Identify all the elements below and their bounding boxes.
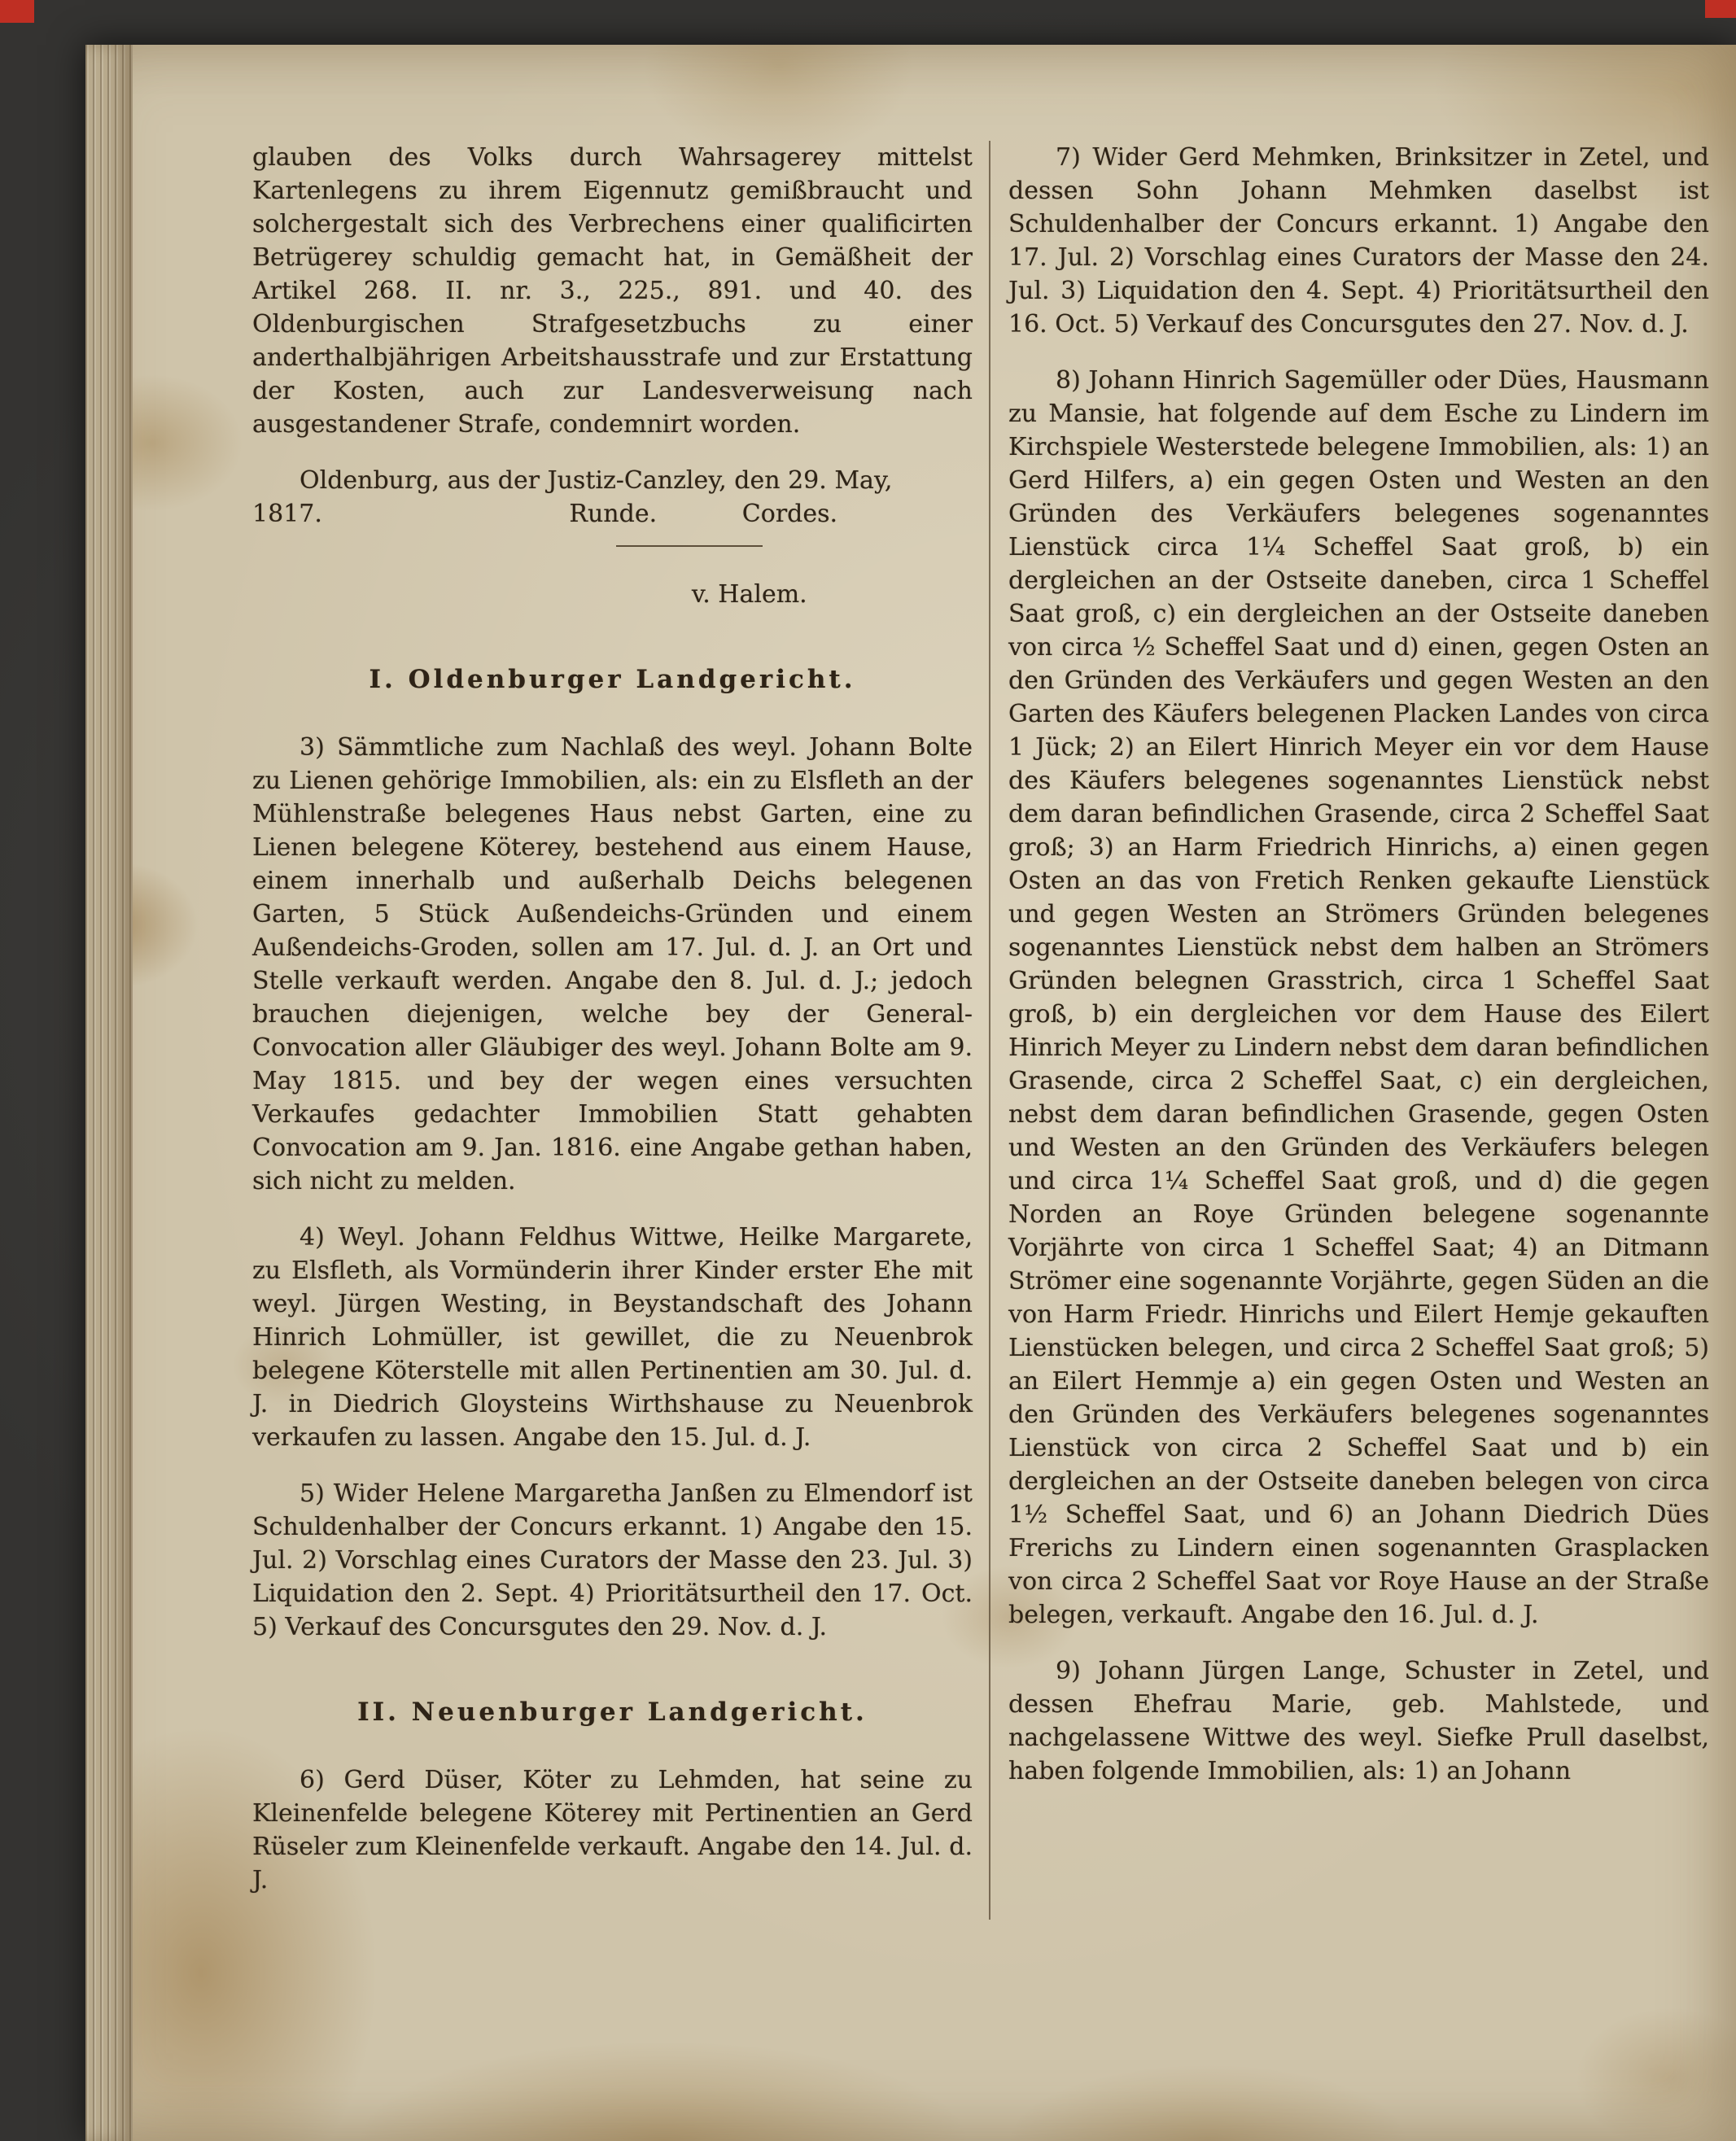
notice-item-7: 7) Wider Gerd Mehmken, Brinksitzer in Zetel, und dessen Sohn Johann Mehmken daselbst ist Schuldenhalber der Concurs erkannt. 1) Angabe den 17. Jul. 2) Vorschlag eines Curators der Masse den 24. Jul. 3) Liquidation den 4. Sept. 4) Prioritätsurtheil den 16. Oct. 5) Verkauf des Concursgutes den 27. Nov. d. J. xyxy=(1008,143,1709,339)
right-column xyxy=(1008,141,1709,1811)
section-heading-oldenburger-landgericht: I. Oldenburger Landgericht. xyxy=(369,665,856,694)
notice-item-4: 4) Weyl. Johann Feldhus Wittwe, Heilke Margarete, zu Elsfleth, als Vormünderin ihrer Kinder erster Ehe mit weyl. Jürgen Westing, in Beystandschaft des Johann Hinrich Lohmüller, ist gewillet, die zu Neuenbrok belegene Köterstelle mit allen Pertinentien am 30. Jul. d. J. in Diedrich Gloysteins Wirthshause zu Neuenbrok verkaufen zu lassen. Angabe den 15. Jul. d. J. xyxy=(252,1223,973,1452)
separator-rule xyxy=(616,545,763,547)
signature-row xyxy=(252,497,973,531)
book-binding-edge xyxy=(85,45,133,2141)
newspaper-page xyxy=(85,45,1736,2141)
signer-cordes: Cordes. xyxy=(741,500,838,528)
page-content xyxy=(252,141,1709,1920)
countersign-halem: v. Halem. xyxy=(691,580,807,609)
notice-item-6: 6) Gerd Düser, Köter zu Lehmden, hat seine zu Kleinenfelde belegene Köterey mit Pertinentien an Gerd Rüseler zum Kleinenfelde verkauft. Angabe den 14. Jul. d. J. xyxy=(252,1766,973,1894)
column-divider xyxy=(989,141,990,1920)
notice-item-5: 5) Wider Helene Margaretha Janßen zu Elmendorf ist Schuldenhalber der Concurs erkannt. 1) Angabe den 15. Jul. 2) Vorschlag eines Curators der Masse den 23. Jul. 3) Liquidation den 2. Sept. 4) Prioritätsurtheil den 17. Oct. 5) Verkauf des Concursgutes den 29. Nov. d. J. xyxy=(252,1479,973,1641)
notice-item-3: 3) Sämmtliche zum Nachlaß des weyl. Johann Bolte zu Lienen gehörige Immobilien, als: ein zu Elsfleth an der Mühlenstraße belegenes Haus nebst Garten, eine zu Lienen belegene Köterey, bestehend aus einem Hause, einem innerhalb und außerhalb Deichs belegenen Garten, 5 Stück Außendeichs-Gründen und einem Außendeichs-Groden, sollen am 17. Jul. d. J. an Ort und Stelle verkauft werden. Angabe den 8. Jul. d. J.; jedoch brauchen diejenigen, welche bey der General-Convocation aller Gläubiger des weyl. Johann Bolte am 9. May 1815. und bey der wegen eines versuchten Verkaufes gedachter Immobilien Statt gehabten Convocation am 9. Jan. 1816. eine Angabe gethan haben, sich nicht zu melden. xyxy=(252,733,973,1195)
dateline: Oldenburg, aus der Justiz-Canzley, den 29. May, xyxy=(300,466,893,495)
notice-item-9: 9) Johann Jürgen Lange, Schuster in Zetel, und dessen Ehefrau Marie, geb. Mahlstede, und nachgelassene Wittwe des weyl. Siefke Prull daselbst, haben folgende Immobilien, als: 1) an Johann xyxy=(1008,1657,1709,1785)
red-corner-mark-right xyxy=(1705,0,1736,18)
paragraph-verdict-continuation: glauben des Volks durch Wahrsagerey mittelst Kartenlegens zu ihrem Eigennutz gemißbraucht und solchergestalt sich des Verbrechens einer qualificirten Betrügerey schuldig gemacht hat, in Gemäßheit der Artikel 268. II. nr. 3., 225., 891. und 40. des Oldenburgischen Strafgesetzbuchs zu einer anderthalbjährigen Arbeitshausstrafe und zur Erstattung der Kosten, auch zur Landesverweisung nach ausgestandener Strafe, condemnirt worden. xyxy=(252,143,973,439)
section-heading-neuenburger-landgericht: II. Neuenburger Landgericht. xyxy=(357,1698,868,1727)
signer-runde: Runde. xyxy=(569,500,658,528)
dateline-year: 1817. xyxy=(252,500,322,528)
notice-item-8: 8) Johann Hinrich Sagemüller oder Dües, Hausmann zu Mansie, hat folgende auf dem Esche zu Lindern im Kirchspiele Westerstede belegene Immobilien, als: 1) an Gerd Hilfers, a) ein gegen Osten und Westen an den Gründen des Verkäufers belegenes sogenanntes Lienstück circa 1¼ Scheffel Saat groß, b) ein dergleichen an der Ostseite daneben, circa 1 Scheffel Saat groß, c) ein dergleichen an der Ostseite daneben von circa ½ Scheffel Saat und d) einen, gegen Osten an den Gründen des Verkäufers und gegen Westen an den Garten des Käufers belegenen Placken Landes von circa 1 Jück; 2) an Eilert Hinrich Meyer ein vor dem Hause des Käufers belegenes sogenanntes Lienstück nebst dem daran befindlichen Grasende, circa 2 Scheffel Saat groß; 3) an Harm Friedrich Hinrichs, a) einen gegen Osten an das von Fretich Renken gekaufte Lienstück und gegen Westen an Strömers Gründen belegenes sogenanntes Lienstück nebst dem halben an Strömers Gründen belegnen Grasstrich, circa 1 Scheffel Saat groß, b) ein dergleichen vor dem Hause des Eilert Hinrich Meyer zu Lindern nebst dem daran befindlichen Grasende, circa 2 Scheffel Saat, c) ein dergleichen, nebst dem daran befindlichen Grasende, gegen Osten und Westen an den Gründen des Verkäufers belegen und circa 1¼ Scheffel Saat groß, und d) die gegen Norden an Roye Gründen belegene sogenannte Vorjährte von circa 1 Scheffel Saat; 4) an Ditmann Strömer eine sogenannte Vorjährte, gegen Süden an die von Harm Friedr. Hinrichs und Eilert Hemje gekauften Lienstücken belegen, und circa 2 Scheffel Saat groß; 5) an Eilert Hemmje a) ein gegen Osten und Westen an den Gründen des Verkäufers belegenes sogenanntes Lienstück von circa 2 Scheffel Saat und b) ein dergleichen an der Ostseite daneben belegen von circa 1½ Scheffel Saat, und 6) an Johann Diedrich Dües Frerichs zu Lindern einen sogenannten Grasplacken von circa 2 Scheffel Saat vor Roye Hause an der Straße belegen, verkauft. Angabe den 16. Jul. d. J. xyxy=(1008,366,1709,1629)
red-corner-mark-left xyxy=(0,0,34,23)
left-column xyxy=(252,141,973,1920)
